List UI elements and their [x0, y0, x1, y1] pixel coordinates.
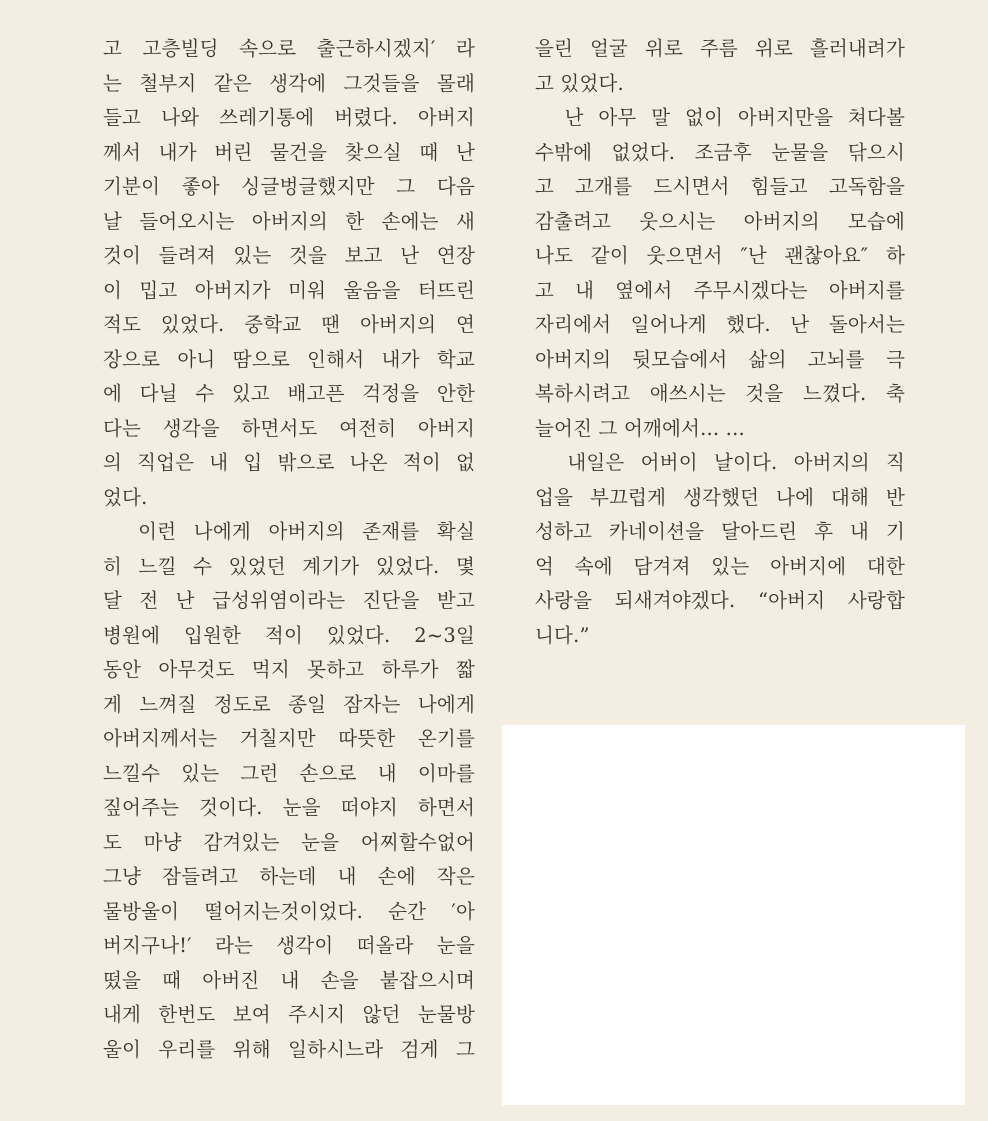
text-line: 이런 나에게 아버지의 존재를 확실 — [103, 520, 475, 543]
text-line: 것이 들려져 있는 것을 보고 난 연장 — [103, 244, 475, 267]
text-line: 히 느낄 수 있었던 계기가 있었다. 몇 — [103, 554, 475, 578]
text-line: 아버지의 뒷모습에서 삶의 고뇌를 극 — [535, 347, 905, 371]
text-line: 니다.” — [535, 623, 590, 647]
left-text-column — [103, 32, 475, 1067]
right-text-column — [535, 32, 905, 653]
text-line: 버지구나!′ 라는 생각이 떠올라 눈을 — [103, 934, 475, 957]
text-line: 도 마냥 감겨있는 눈을 어찌할수없어 — [103, 830, 475, 854]
text-line: 날 들어오시는 아버지의 한 손에는 새 — [103, 209, 475, 233]
text-line: 동안 아무것도 먹지 못하고 하루가 짧 — [103, 658, 475, 681]
text-line: 억 속에 담겨져 있는 아버지에 대한 — [535, 554, 905, 578]
text-line: 고 고층빌딩 속으로 출근하시겠지′ 라 — [103, 37, 475, 60]
text-line: 었다. — [103, 485, 148, 509]
text-line: 울이 우리를 위해 일하시느라 검게 그 — [103, 1037, 475, 1061]
text-line: 에 다닐 수 있고 배고픈 걱정을 안한 — [103, 382, 475, 405]
text-line: 는 철부지 같은 생각에 그것들을 몰래 — [103, 71, 475, 95]
text-line: 업을 부끄럽게 생각했던 나에 대해 반 — [535, 485, 905, 509]
text-line: 그냥 잠들려고 하는데 내 손에 작은 — [103, 865, 475, 888]
text-line: 고 있었다. — [535, 71, 624, 95]
text-line: 난 아무 말 없이 아버지만을 쳐다볼 — [535, 106, 905, 129]
text-line: 떴을 때 아버진 내 손을 붙잡으시며 — [103, 968, 475, 992]
text-line: 고 내 옆에서 주무시겠다는 아버지를 — [535, 278, 905, 302]
text-line: 들고 나와 쓰레기통에 버렸다. 아버지 — [103, 106, 475, 129]
text-line: 고 고개를 드시면서 힘들고 고독함을 — [535, 175, 905, 198]
text-line: 물방울이 떨어지는것이었다. 순간 ′아 — [103, 899, 475, 923]
text-line: 의 직업은 내 입 밖으로 나온 적이 없 — [103, 451, 475, 474]
text-line: 수밖에 없었다. 조금후 눈물을 닦으시 — [535, 140, 905, 164]
text-line: 복하시려고 애쓰시는 것을 느꼈다. 축 — [535, 382, 905, 405]
text-line: 사랑을 되새겨야겠다. “아버지 사랑합 — [535, 589, 905, 612]
text-line: 께서 내가 버린 물건을 찾으실 때 난 — [103, 140, 475, 164]
text-line: 적도 있었다. 중학교 땐 아버지의 연 — [103, 313, 475, 336]
blank-white-area — [502, 725, 965, 1105]
text-line: 늘어진 그 어깨에서... ... — [535, 416, 745, 440]
text-line: 기분이 좋아 싱글벙글했지만 그 다음 — [103, 175, 475, 198]
text-line: 달 전 난 급성위염이라는 진단을 받고 — [103, 589, 475, 612]
text-line: 성하고 카네이션을 달아드린 후 내 기 — [535, 520, 905, 543]
text-line: 다는 생각을 하면서도 여전히 아버지 — [103, 416, 475, 440]
text-line: 내게 한번도 보여 주시지 않던 눈물방 — [103, 1003, 475, 1026]
text-line: 이 밉고 아버지가 미워 울음을 터뜨린 — [103, 278, 475, 302]
text-line: 을린 얼굴 위로 주름 위로 흘러내려가 — [535, 37, 905, 60]
text-line: 병원에 입원한 적이 있었다. 2~3일 — [103, 623, 475, 647]
text-line: 느낄수 있는 그런 손으로 내 이마를 — [103, 761, 475, 785]
text-line: 장으로 아니 땀으로 인해서 내가 학교 — [103, 347, 475, 371]
text-line: 아버지께서는 거칠지만 따뜻한 온기를 — [103, 727, 475, 750]
text-line: 게 느껴질 정도로 종일 잠자는 나에게 — [103, 692, 475, 716]
text-line: 자리에서 일어나게 했다. 난 돌아서는 — [535, 313, 905, 336]
text-line: 나도 같이 웃으면서 ″난 괜찮아요″ 하 — [535, 244, 905, 267]
text-line: 짚어주는 것이다. 눈을 떠야지 하면서 — [103, 796, 475, 819]
text-line: 내일은 어버이 날이다. 아버지의 직 — [535, 451, 905, 474]
text-line: 감출려고 웃으시는 아버지의 모습에 — [535, 209, 905, 233]
